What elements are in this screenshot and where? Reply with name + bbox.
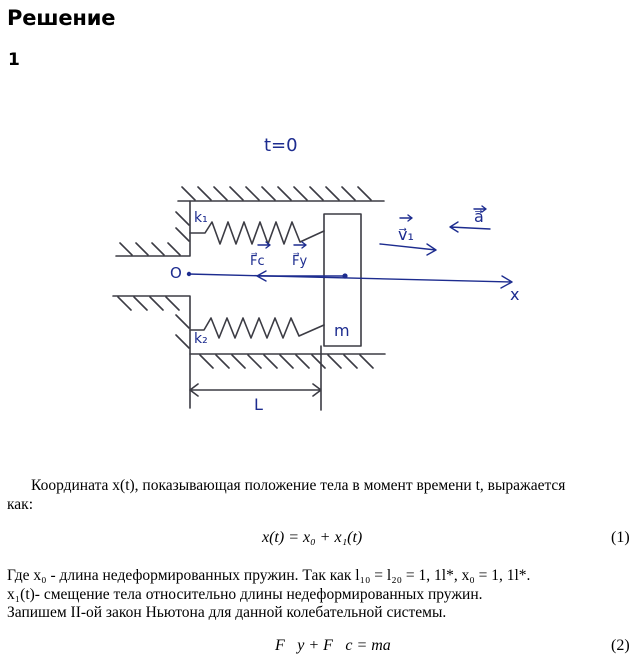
subsection-number: 1 xyxy=(8,50,20,70)
origin-label: O xyxy=(170,264,182,282)
bottom-wall-hatch xyxy=(200,355,373,368)
upper-left-wall xyxy=(116,201,190,256)
length-label: L xyxy=(254,395,263,414)
velocity-arrow xyxy=(380,244,436,255)
intro-paragraph-line2: как: xyxy=(7,496,34,513)
spring-upper xyxy=(190,222,324,244)
top-wall-hatch xyxy=(182,187,371,200)
force-c-label: F⃗c xyxy=(250,254,265,269)
mass-center-dot xyxy=(342,273,347,278)
mass-label: m xyxy=(334,321,350,340)
equation-2: F⃗y + F⃗c = ma⃗ xyxy=(275,637,404,654)
origin-dot xyxy=(187,272,191,276)
equation-1: x(t) = x₀ + x₁(t) xyxy=(262,529,363,546)
spring1-label: k₁ xyxy=(194,210,208,226)
lower-left-hatch xyxy=(118,297,189,348)
spring2-label: k₂ xyxy=(194,331,208,347)
velocity-label: v⃗₁ xyxy=(398,225,414,244)
force-y-label: F⃗y xyxy=(292,254,308,269)
displacement-line: x₁(t)- смещение тела относительно длины недеформированных пружин. xyxy=(7,586,483,603)
intro-paragraph-line1: Координата x(t), показывающая положение тела в момент времени t, выражается xyxy=(31,477,566,494)
upper-left-hatch xyxy=(120,212,189,255)
axis-label: x xyxy=(510,285,520,304)
time-label: t=0 xyxy=(264,135,298,156)
force-arrow xyxy=(257,271,344,281)
where-line: Где x₀ - длина недеформированных пружин. Так как l₁₀ = l₂₀ = 1, 1l*, x₀ = 1, 1l*. xyxy=(7,567,531,584)
spring-lower xyxy=(190,318,324,338)
acceleration-arrow xyxy=(450,222,490,232)
acceleration-label: a⃗ xyxy=(474,207,484,226)
equation-1-number: (1) xyxy=(611,529,630,546)
section-title: Решение xyxy=(7,6,116,30)
spring-mass-figure xyxy=(100,125,540,425)
lower-left-wall xyxy=(113,296,190,408)
x-axis-line xyxy=(188,274,512,288)
newton-law-line: Запишем II-ой закон Ньютона для данной колебательной системы. xyxy=(7,604,447,621)
equation-2-number: (2) xyxy=(611,637,630,654)
